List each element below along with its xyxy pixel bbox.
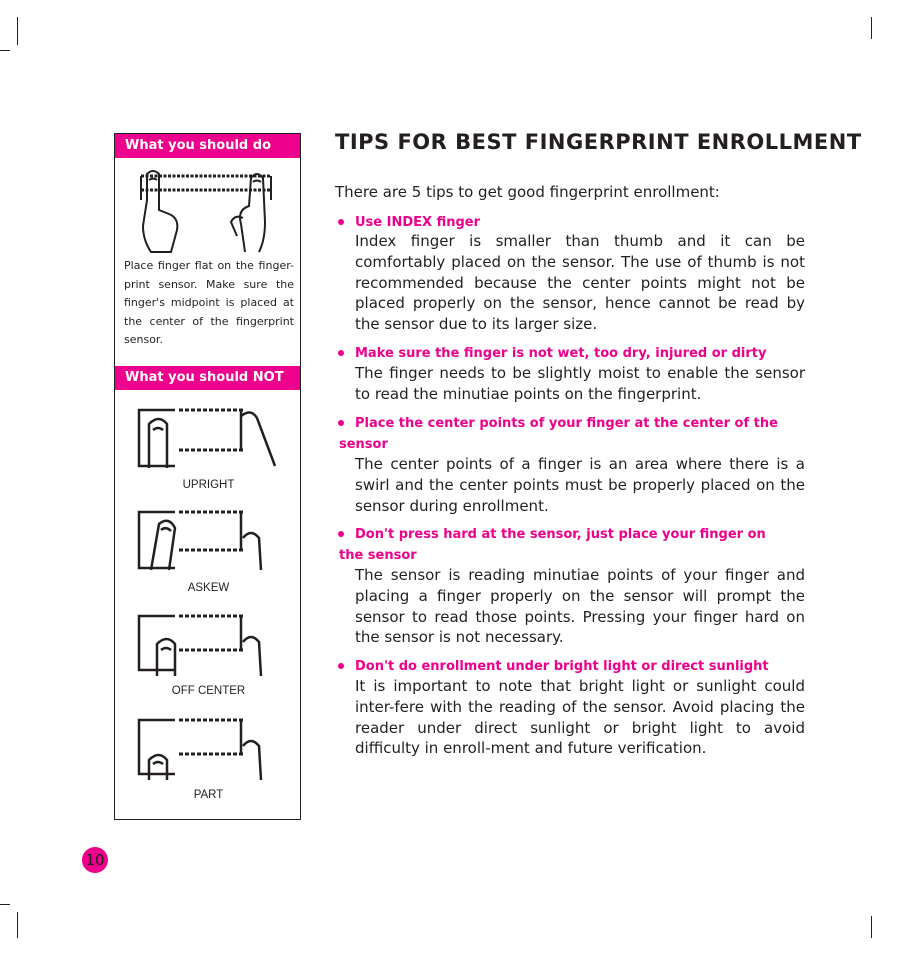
crop-mark [17,912,18,938]
correct-placement-illustration [137,170,277,256]
tip-title: Don't press hard at the sensor, just place your finger on the sensor [339,527,766,563]
askew-caption: ASKEW [187,582,230,594]
tip-body: The center points of a finger is an area where there is a swirl and the center points must be properly placed on the sensor during enrollment. [355,455,805,515]
bullet-icon [338,219,344,225]
do-instructions: Place finger flat on the finger-print sensor. Make sure the finger's midpoint is placed at the center of the fingerprint sensor. [124,259,294,346]
tip-body: Index finger is smaller than thumb and it can be comfortably placed on the sensor. The use of thumb is not recommended because the center points might not be placed properly on the sensor, hence cannot be read by the sensor due to its larger size. [355,232,805,334]
tip-title: Don't do enrollment under bright light or direct sunlight [355,659,769,674]
do-header: What you should do [115,134,300,158]
part-caption: PART [193,789,224,801]
tip-body: The finger needs to be slightly moist to enable the sensor to read the minutiae points on the fingerprint. [355,364,805,403]
off-center-caption: OFF CENTER [171,685,246,697]
crop-mark [0,904,10,905]
tip-title: Place the center points of your finger at the center of the sensor [339,416,778,452]
upright-illustration [135,406,281,470]
page-number: 10 [82,847,108,873]
tip-title: Use INDEX finger [355,215,480,230]
intro-text: There are 5 tips to get good fingerprint enrollment: [335,183,720,201]
page-title: TIPS FOR BEST FINGERPRINT ENROLLMENT [335,130,862,154]
part-illustration [135,716,281,782]
crop-mark [871,17,872,39]
crop-mark [17,17,18,45]
askew-illustration [135,508,281,574]
bullet-icon [338,663,344,669]
tip-body: It is important to note that bright light or sunlight could inter-fere with the reading of the sensor. Avoid placing the reader under direct sunlight or bright light to avoid difficulty in enroll-ment and future verification. [355,677,805,758]
tip-title: Make sure the finger is not wet, too dry, injured or dirty [355,346,767,361]
dont-header: What you should NOT do [115,366,300,390]
crop-mark [0,50,10,51]
off-center-illustration [135,612,281,678]
tip-body: The sensor is reading minutiae points of your finger and placing a finger properly on the sensor will prompt the sensor to read those points. Pressing your finger hard on the sensor is not necessary. [355,566,805,647]
bullet-icon [338,350,344,356]
crop-mark [871,916,872,938]
upright-caption: UPRIGHT [182,479,235,491]
tips-sidebar [114,133,301,820]
